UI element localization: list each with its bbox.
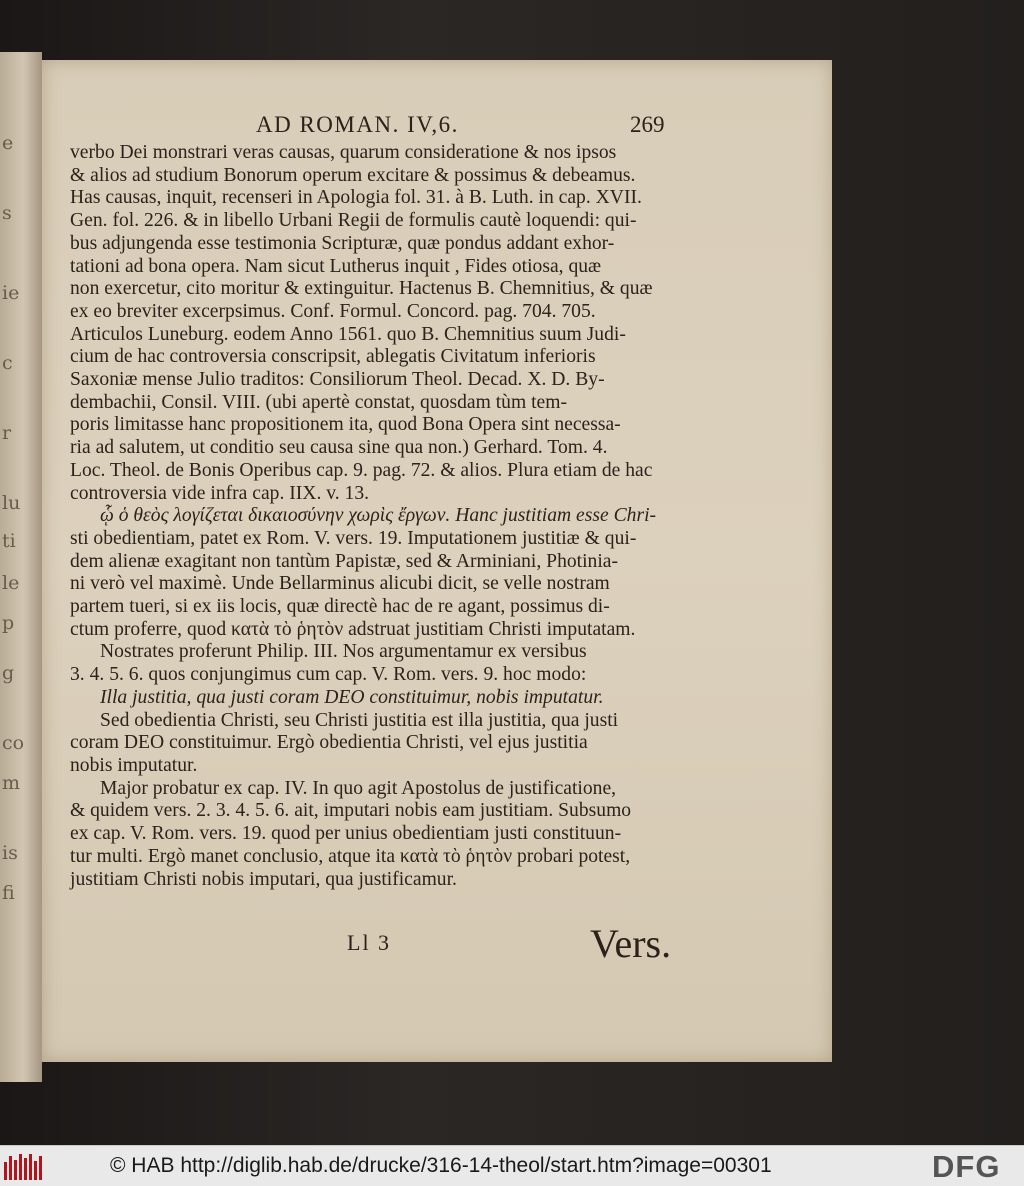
text-line: dembachii, Consil. VIII. (ubi apertè constat, quosdam tùm tem- <box>70 391 567 413</box>
text-line: dem alienæ exagitant non tantùm Papistæ, sed & Arminiani, Photinia- <box>70 550 619 572</box>
text-line: & quidem vers. 2. 3. 4. 5. 6. ait, imputari nobis eam justitiam. Subsumo <box>70 800 632 822</box>
text-line: ex cap. V. Rom. vers. 19. quod per unius obedientiam justi constituun- <box>70 823 622 845</box>
running-title: AD ROMAN. IV,6. <box>256 112 459 137</box>
text-line: tationi ad bona opera. Nam sicut Lutherus inquit , Fides otiosa, quæ <box>70 255 602 277</box>
running-head <box>42 112 832 142</box>
book-page <box>42 60 832 1062</box>
text-line: 3. 4. 5. 6. quos conjungimus cum cap. V. Rom. vers. 9. hoc modo: <box>70 664 587 686</box>
text-line: Gen. fol. 226. & in libello Urbani Regii de formulis cautè loquendi: qui- <box>70 210 637 232</box>
text-line: justitiam Christi nobis imputari, qua justificamur. <box>70 868 457 890</box>
text-line: ᾧ ὁ θεὸς λογίζεται δικαιοσύνην χωρὶς ἔργων. Hanc justitiam esse Chri- <box>100 505 657 527</box>
text-line: ria ad salutem, ut conditio seu causa sine qua non.) Gerhard. Tom. 4. <box>70 437 608 459</box>
dfg-logo-icon[interactable]: DFG <box>932 1149 1001 1184</box>
text-line: controversia vide infra cap. IIX. v. 13. <box>70 482 370 504</box>
page-footer <box>42 920 832 970</box>
text-line: ni verò vel maximè. Unde Bellarminus alicubi dicit, se velle nostram <box>70 573 610 595</box>
page-body <box>70 142 710 891</box>
text-line: Sed obedientia Christi, seu Christi justitia est illa justitia, qua justi <box>100 709 619 731</box>
text-line: Nostrates proferunt Philip. III. Nos argumentamur ex versibus <box>100 641 587 663</box>
text-line: nobis imputatur. <box>70 754 198 776</box>
text-line: verbo Dei monstrari veras causas, quarum consideratione & nos ipsos <box>70 142 617 163</box>
text-line: tur multi. Ergò manet conclusio, atque ita κατὰ τὸ ῥητὸν probari potest, <box>70 845 631 867</box>
text-line: bus adjungenda esse testimonia Scripturæ, quæ pondus addant exhor- <box>70 232 615 254</box>
text-line: non exercetur, cito moritur & extinguitur. Hactenus B. Chemnitius, & quæ <box>70 278 653 300</box>
text-line: coram DEO constituimur. Ergò obedientia Christi, vel ejus justitia <box>70 732 588 754</box>
text-line: Illa justitia, qua justi coram DEO constituimur, nobis imputatur. <box>100 686 604 708</box>
text-line: & alios ad studium Bonorum operum excitare & possimus & debeamus. <box>70 164 636 186</box>
text-line: Major probatur ex cap. IV. In quo agit Apostolus de justificatione, <box>100 777 617 799</box>
text-line: Articulos Luneburg. eodem Anno 1561. quo B. Chemnitius suum Judi- <box>70 323 626 345</box>
credit-link[interactable]: © HAB http://diglib.hab.de/drucke/316-14-theol/start.htm?image=00301 <box>110 1154 772 1177</box>
text-line: poris limitasse hanc propositionem ita, quod Bona Opera sint necessa- <box>70 414 621 436</box>
text-line: Has causas, inquit, recenseri in Apologia fol. 31. à B. Luth. in cap. XVII. <box>70 187 642 209</box>
text-line: Saxoniæ mense Julio traditos: Consiliorum Theol. Decad. X. D. By- <box>70 369 605 391</box>
text-line: cium de hac controversia conscripsit, ablegatis Civitatum inferioris <box>70 346 596 368</box>
catchword: Vers. <box>590 921 672 966</box>
text-line: partem tueri, si ex iis locis, quæ directè hac de re agant, possimus di- <box>70 596 610 618</box>
signature-mark: Ll 3 <box>347 930 392 955</box>
text-line: Loc. Theol. de Bonis Operibus cap. 9. pag. 72. & alios. Plura etiam de hac <box>70 459 653 481</box>
text-line: ctum proferre, quod κατὰ τὸ ῥητὸν adstruat justitiam Christi imputatam. <box>70 618 636 640</box>
text-line: ex eo breviter excerpsimus. Conf. Formul. Concord. pag. 704. 705. <box>70 300 596 322</box>
hab-logo-icon[interactable] <box>4 1152 46 1180</box>
credit-bar <box>0 1145 1024 1186</box>
text-line: sti obedientiam, patet ex Rom. V. vers. 19. Imputationem justitiæ & qui- <box>70 527 637 549</box>
page-number: 269 <box>630 112 665 137</box>
facing-page-edge: e s ie c r lu ti le p g co m is fi <box>0 52 42 1082</box>
